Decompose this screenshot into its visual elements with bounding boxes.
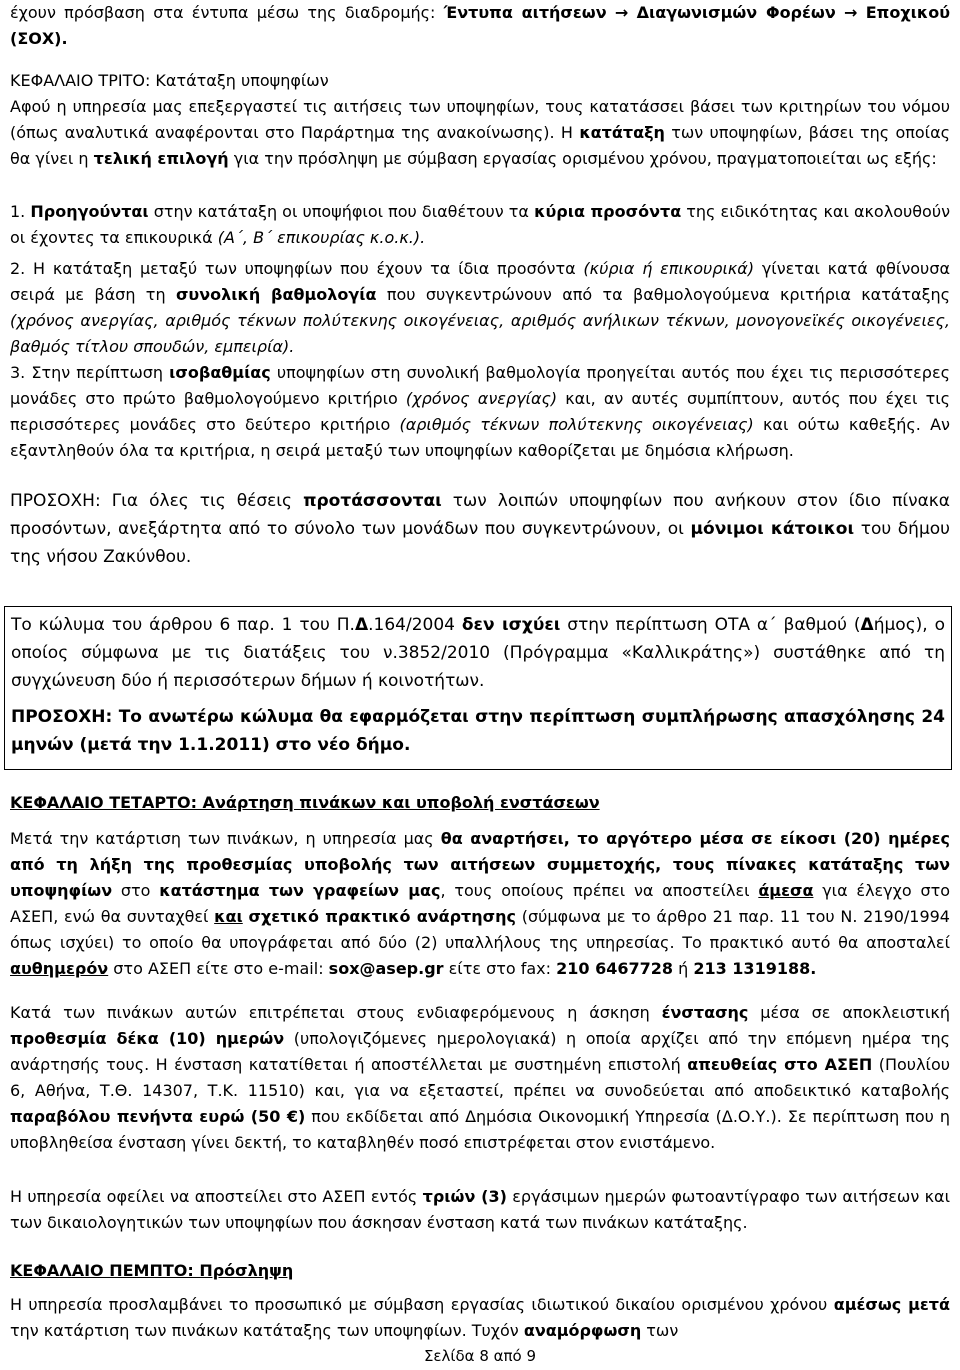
chapter-5-title: ΚΕΦΑΛΑΙΟ ΠΕΜΠΤΟ: Πρόσληψη bbox=[10, 1261, 294, 1280]
chapter-3-title: ΚΕΦΑΛΑΙΟ ΤΡΙΤΟ: Κατάταξη υποψηφίων bbox=[10, 71, 329, 90]
route-lead: έχουν πρόσβαση στα έντυπα μέσω της διαδρομής: bbox=[10, 3, 444, 22]
ranking-item-3: 3. Στην περίπτωση ισοβαθμίας υποψηφίων στη συνολική βαθμολογία προηγείται αυτός που έχει τις περισσότερες μονάδες στο πρώτο βαθμολογούμενο κριτήριο (χρόνος ανεργίας) και, αν αυτές συμπίπτουν, αυτός που έχει τις περισσότερες μονάδες στο δεύτερο κριτήριο (αριθμός τέκνων πολύτεκνης οικογένειας) και ούτω καθεξής. Αν εξαντληθούν όλα τα κριτήρια, η σειρά μεταξύ των υποψηφίων καθορίζεται με δημόσια κλήρωση. bbox=[10, 363, 951, 460]
impediment-text: Το κώλυμα του άρθρου 6 παρ. 1 του Π.Δ.164/2004 δεν ισχύει στην περίπτωση ΟΤΑ α΄ βαθμού (Δήμος), ο οποίος σύμφωνα με τις διατάξεις του ν.3852/2010 (Πρόγραμμα «Καλλικράτης») συστάθηκε από τη συγχώνευση δύο ή περισσότερων δήμων ή κοινοτήτων. bbox=[11, 615, 946, 691]
route-paragraph bbox=[10, 0, 950, 52]
residents-priority-notice: ΠΡΟΣΟΧΗ: Για όλες τις θέσεις προτάσσονται των λοιπών υποψηφίων που ανήκουν στον ίδιο πίνακα προσόντων, ανεξάρτητα από το σύνολο των μονάδων που συγκεντρώνουν, οι μόνιμοι κάτοικοι του δήμου της νήσου Ζακύνθου. bbox=[10, 491, 950, 567]
arrow-right-icon: → bbox=[614, 3, 629, 22]
chapter-3-intro: Αφού η υπηρεσία μας επεξεργαστεί τις αιτήσεις των υποψηφίων, τους κατατάσσει βάσει των κριτηρίων του νόμου (όπως αναλυτικά αναφέρονται στο Παράρτημα της ανακοίνωσης). Η κατάταξη των υποψηφίων, βάσει της οποίας θα γίνει η τελική επιλογή για την πρόσληψη με σύμβαση εργασίας ορισμένου χρόνου, πραγματοποιείται ως εξής: bbox=[10, 97, 951, 168]
chapter-4-objection-paragraph: Κατά των πινάκων αυτών επιτρέπεται στους ενδιαφερόμενους η άσκηση ένστασης μέσα σε αποκλειστική προθεσμία δέκα (10) ημερών (υπολογιζόμενες ημερολογιακά) η οποία αρχίζει από την επόμενη ημέρα της ανάρτησής τους. Η ένσταση κατατίθεται ή αποστέλλεται με συστημένη επιστολή απευθείας στο ΑΣΕΠ (Πουλίου 6, Αθήνα, Τ.Θ. 14307, Τ.Κ. 11510) και, για να εξεταστεί, πρέπει να συνοδεύεται από αποδεικτικό καταβολής παραβόλου πενήντα ευρώ (50 €) που εκδίδεται από Δημόσια Οικονομική Υπηρεσία (Δ.Ο.Υ.). Σε περίπτωση που η υποβληθείσα ένσταση γίνει δεκτή, το καταβληθέν ποσό επιστρέφεται στον ενιστάμενο. bbox=[10, 1003, 951, 1152]
chapter-4-title: ΚΕΦΑΛΑΙΟ ΤΕΤΑΡΤΟ: Ανάρτηση πινάκων και υποβολή ενστάσεων bbox=[10, 793, 600, 812]
arrow-right-icon: → bbox=[844, 3, 858, 22]
ranking-item-1: 1. Προηγούνται στην κατάταξη οι υποψήφιοι που διαθέτουν τα κύρια προσόντα της ειδικότητας και ακολουθούν οι έχοντες τα επικουρικά (Α΄, Β΄ επικουρίας κ.ο.κ.). bbox=[10, 202, 951, 247]
page-number: Σελίδα 8 από 9 bbox=[423, 1347, 537, 1365]
chapter-4-copies-paragraph: Η υπηρεσία οφείλει να αποστείλει στο ΑΣΕΠ εντός τριών (3) εργάσιμων ημερών φωτοαντίγραφο των αιτήσεων και των δικαιολογητικών των υποψηφίων που άσκησαν ένσταση κατά των πινάκων κατάταξης. bbox=[10, 1187, 950, 1232]
route-step-1: Έντυπα αιτήσεων bbox=[443, 3, 607, 22]
chapter-4-posting-paragraph: Μετά την κατάρτιση των πινάκων, η υπηρεσία μας θα αναρτήσει, το αργότερο μέσα σε είκοσι (20) ημέρες από τη λήξη της προθεσμίας υποβολής των αιτήσεων συμμετοχής, τους πίνακες κατάταξης των υποψηφίων στο κατάστημα των γραφείων μας, τους οποίους πρέπει να αποστείλει άμεσα για έλεγχο στο ΑΣΕΠ, ενώ θα συνταχθεί και σχετικό πρακτικό ανάρτησης (σύμφωνα με το άρθρο 21 παρ. 11 του Ν. 2190/1994 όπως ισχύει) το οποίο θα υπογράφεται από δύο (2) υπαλλήλους της υπηρεσίας. Το πρακτικό αυτό θα αποσταλεί αυθημερόν στο ΑΣΕΠ είτε στο e-mail: sox@asep.gr είτε στο fax: 210 6467728 ή 213 1319188. bbox=[10, 829, 951, 978]
impediment-notice-box bbox=[4, 606, 952, 770]
email-link[interactable]: sox@asep.gr bbox=[328, 959, 444, 978]
ranking-item-2: 2. Η κατάταξη μεταξύ των υποψηφίων που έχουν τα ίδια προσόντα (κύρια ή επικουρικά) γίνεται κατά φθίνουσα σειρά με βάση τη συνολική βαθμολογία που συγκεντρώνουν από τα βαθμολογούμενα κριτήρια κατάταξης (χρόνος ανεργίας, αριθμός τέκνων πολύτεκνης οικογένειας, αριθμός ανήλικων τέκνων, μονογονεϊκές οικογένειες, βαθμός τίτλου σπουδών, εμπειρία). bbox=[10, 259, 951, 356]
route-step-3: Εποχικού (ΣΟΧ). bbox=[10, 3, 951, 48]
impediment-warning: ΠΡΟΣΟΧΗ: Το ανωτέρω κώλυμα θα εφαρμόζεται στην περίπτωση συμπλήρωσης απασχόλησης 24 μηνών (μετά την 1.1.2011) στο νέο δήμο. bbox=[11, 707, 945, 755]
route-step-2: Διαγωνισμών Φορέων bbox=[636, 3, 836, 22]
chapter-5-paragraph: Η υπηρεσία προσλαμβάνει το προσωπικό με σύμβαση εργασίας ιδιωτικού δικαίου ορισμένου χρόνου αμέσως μετά την κατάρτιση των πινάκων κατάταξης των υποψηφίων. Τυχόν αναμόρφωση των bbox=[10, 1295, 950, 1340]
